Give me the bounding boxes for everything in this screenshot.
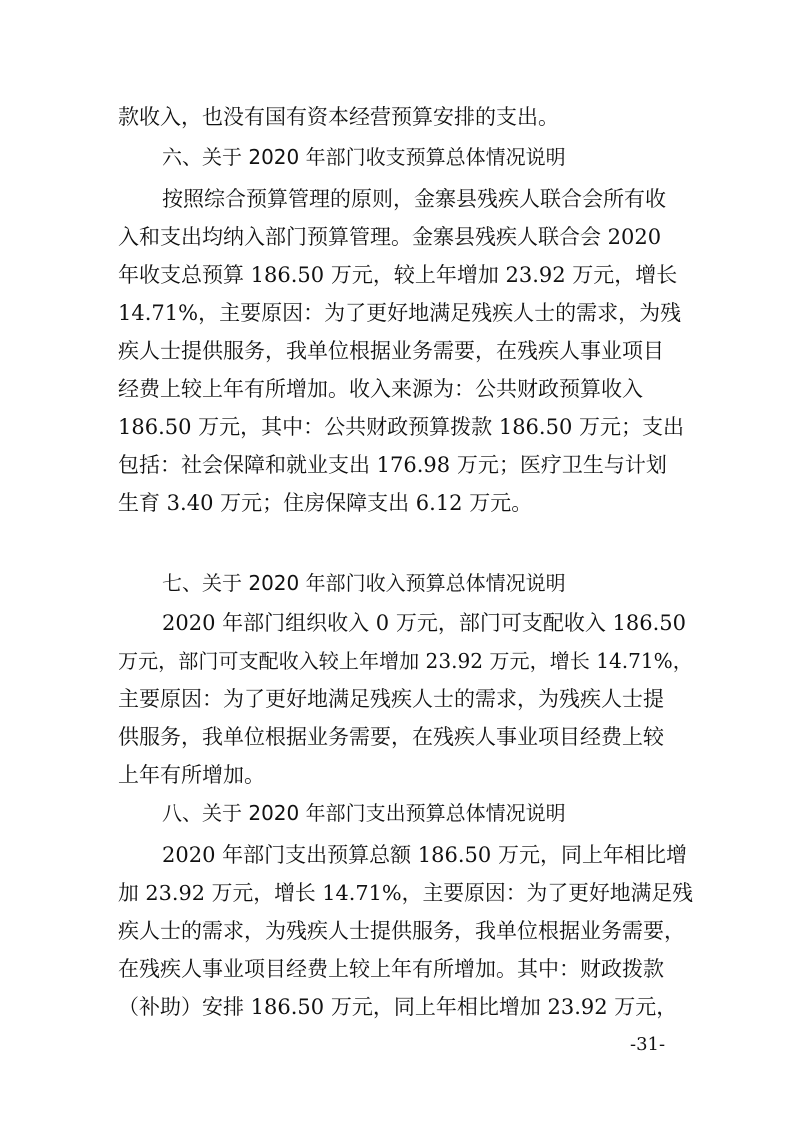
body-line: 入和支出均纳入部门预算管理。金寨县残疾人联合会 2020: [118, 225, 662, 249]
body-line: 按照综合预算管理的原则，金寨县残疾人联合会所有收: [162, 187, 666, 211]
body-line: 加 23.92 万元，增长 14.71%，主要原因：为了更好地满足残: [118, 881, 694, 905]
body-line: 年收支总预算 186.50 万元，较上年增加 23.92 万元，增长: [118, 263, 678, 287]
body-line: 14.71%，主要原因：为了更好地满足残疾人士的需求，为残: [118, 301, 682, 325]
section-heading: 七、关于 2020 年部门收入预算总体情况说明: [162, 571, 566, 595]
body-line: 款收入，也没有国有资本经营预算安排的支出。: [118, 105, 559, 129]
section-heading: 六、关于 2020 年部门收支预算总体情况说明: [162, 145, 566, 169]
body-line: 186.50 万元，其中：公共财政预算拨款 186.50 万元；支出: [118, 415, 684, 439]
page-number: -31-: [630, 1034, 666, 1055]
body-line: 生育 3.40 万元；住房保障支出 6.12 万元。: [118, 491, 533, 515]
body-line: 上年有所增加。: [118, 763, 265, 787]
body-line: 在残疾人事业项目经费上较上年有所增加。其中：财政拨款: [118, 957, 664, 981]
body-line: 包括：社会保障和就业支出 176.98 万元；医疗卫生与计划: [118, 453, 667, 477]
body-line: 2020 年部门组织收入 0 万元，部门可支配收入 186.50: [162, 611, 686, 635]
body-line: 2020 年部门支出预算总额 186.50 万元，同上年相比增: [162, 843, 687, 867]
body-line: 万元，部门可支配收入较上年增加 23.92 万元，增长 14.71%，: [118, 649, 693, 673]
body-line: 经费上较上年有所增加。收入来源为：公共财政预算收入: [118, 377, 643, 401]
body-line: 疾人士提供服务，我单位根据业务需要，在残疾人事业项目: [118, 339, 664, 363]
body-line: 供服务，我单位根据业务需要，在残疾人事业项目经费上较: [118, 725, 664, 749]
body-line: 疾人士的需求，为残疾人士提供服务，我单位根据业务需要，: [118, 919, 685, 943]
section-heading: 八、关于 2020 年部门支出预算总体情况说明: [162, 801, 566, 825]
body-line: 主要原因：为了更好地满足残疾人士的需求，为残疾人士提: [118, 687, 664, 711]
body-line: （补助）安排 186.50 万元，同上年相比增加 23.92 万元，: [118, 995, 678, 1019]
